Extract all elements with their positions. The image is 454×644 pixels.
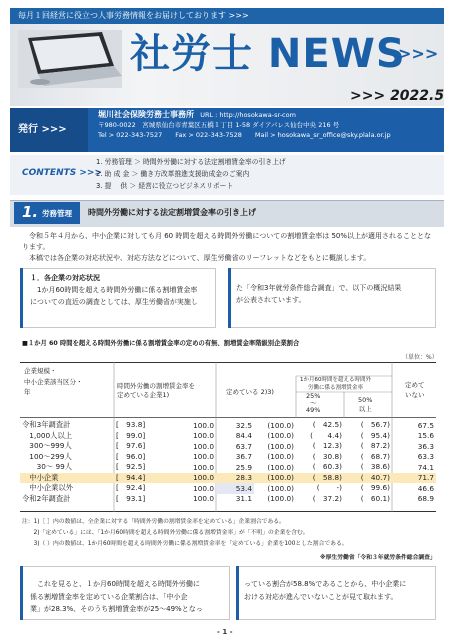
table-row xyxy=(20,494,436,505)
cell: [ 93.8] xyxy=(116,420,146,430)
header-line: 労働に係る割増賃金率 xyxy=(307,384,363,391)
cell: 1,000人以上 xyxy=(22,430,73,440)
cell: [ 92.4] xyxy=(116,483,146,493)
table-header-defined xyxy=(117,382,195,399)
section-number-badge xyxy=(14,202,80,224)
column-line: が公表されています。 xyxy=(236,296,306,304)
column-line: 係る割増賃金率を定めている企業割合は、「中小企 xyxy=(30,592,188,601)
column-accent xyxy=(20,566,23,620)
cell: ( 58.8) xyxy=(296,473,344,484)
cell: ( 37.2) xyxy=(312,493,342,503)
cell: [ 92.5] xyxy=(116,462,146,472)
newsletter-logo: 社労士 NEWS xyxy=(130,31,406,77)
publisher-label: 発行 >>> xyxy=(10,108,88,152)
cell: ( 40.7) xyxy=(344,473,392,484)
publisher-url[interactable]: URL : http://hosokawa-sr-com xyxy=(200,111,296,119)
cell: 63.7 xyxy=(235,441,252,451)
table-title: ■１か月 60 時間を超える時間外労働に係る割増賃金率の定めの有無、割増賃金率階級別企業割合 xyxy=(22,340,300,347)
cell: 100.0 xyxy=(193,420,214,430)
header-line: 年 xyxy=(24,388,31,396)
column-line: 業」が28.3%、そのうち割増賃金率が25～49%となっ xyxy=(30,605,203,613)
subsection-heading: １．各企業の対応状況 xyxy=(30,274,100,282)
cell: 74.1 xyxy=(417,462,434,472)
cell: ( 60.1) xyxy=(360,493,390,503)
cell: 36.3 xyxy=(417,441,434,451)
cell: [ 97.6] xyxy=(116,441,146,451)
cell: (100.0) xyxy=(267,420,294,430)
column-line: 1か月60時間を超える時間外労働に係る割増賃金率 xyxy=(37,286,198,294)
cell: (100.0) xyxy=(267,431,294,441)
cell: (100.0) xyxy=(267,494,294,504)
header-line: いない xyxy=(405,391,425,399)
section-title: 時間外労働に対する法定割増賃金率の引き上げ xyxy=(88,208,256,217)
header-line: 49% xyxy=(306,406,321,414)
table-header-none xyxy=(405,380,425,400)
column-line: についての直近の調査としては、厚生労働省が実施し xyxy=(30,298,198,306)
cell: 100～299人 xyxy=(22,451,72,461)
table-row xyxy=(20,462,436,473)
header-line: 定めて xyxy=(405,381,425,389)
table-row-highlighted xyxy=(20,473,436,484)
cell: 100.0 xyxy=(193,431,214,441)
column-accent xyxy=(20,268,23,328)
publisher-org: 堀川社会保険労務士事務所 xyxy=(98,110,194,119)
contents-item[interactable]: 2. 助 成 金 ＞ 働き方改革推進支援助成金のご案内 xyxy=(96,170,250,178)
cell: 32.5 xyxy=(235,420,252,430)
cell: ( 87.2) xyxy=(360,441,390,451)
contents-label: CONTENTS >>> xyxy=(22,168,102,178)
column-accent xyxy=(236,566,239,620)
logo-arrows: >>> xyxy=(398,44,439,63)
cell: 71.7 xyxy=(392,473,436,484)
contents-item[interactable]: 1. 労務管理 ＞ 時間外労働に対する法定割増賃金率の引き上げ xyxy=(96,158,286,166)
cell: (100.0) xyxy=(267,452,294,462)
cell: 100.0 xyxy=(166,473,216,484)
column-line: っている割合が58.8%であることから、中小企業に xyxy=(244,580,407,588)
cell: ( 42.5) xyxy=(312,420,342,430)
note-line: 2)「定めている」には、「1か月60時間を超える時間外労働に係る割増賃金率」が「不明」の企業を含む。 xyxy=(22,530,309,536)
cell: 28.3 xyxy=(216,473,254,484)
cell: ( 38.6) xyxy=(360,462,390,472)
cell: ( 12.3) xyxy=(312,441,342,451)
header-line: ～ xyxy=(309,399,317,407)
cell: 100.0 xyxy=(193,494,214,504)
cell: (100.0) xyxy=(267,462,294,472)
header-line: 中小企業該当区分・ xyxy=(24,377,83,386)
header-line: 企業規模・ xyxy=(24,367,57,375)
cell: ( 99.6) xyxy=(360,483,390,493)
table-row xyxy=(20,431,436,442)
table-row xyxy=(20,483,436,494)
cell: 15.6 xyxy=(417,431,434,441)
cell: 68.9 xyxy=(417,494,434,504)
cell: 67.5 xyxy=(417,420,434,430)
column-accent xyxy=(228,268,231,328)
cell: (100.0) xyxy=(267,483,294,493)
publisher-contact: Tel > 022-343-7527 Fax > 022-343-7528 Mail > hosokawa_sr_office@sky.plala.or.jp xyxy=(98,131,391,139)
header-line: 定めている企業1) xyxy=(117,390,170,399)
header-line: 1か月60時間を超える時間外 xyxy=(300,377,371,383)
cell: ( 56.7) xyxy=(360,420,390,430)
table-unit: （単位：%） xyxy=(402,354,438,361)
publisher-address: 〒980-0022 宮城県仙台市青葉区五橋１丁目 1-58 ダイアパレス仙台中央 216 号 xyxy=(98,121,340,129)
cell: ( 60.3) xyxy=(312,462,342,472)
table-header-has-rate: 定めている 2)3) xyxy=(226,388,274,396)
table-row xyxy=(20,452,436,463)
header-line: 25% xyxy=(306,392,321,400)
column-line: これを見ると、１か月60時間を超える時間外労働に xyxy=(37,580,200,588)
column-text xyxy=(244,578,432,603)
cell: ( 30.8) xyxy=(312,451,342,461)
cell: 30～ 99人 xyxy=(22,462,73,472)
page-number: - 1 - xyxy=(217,628,233,636)
column-text xyxy=(30,284,214,308)
cell: 令和2年調査計 xyxy=(22,493,71,503)
cell: (100.0) xyxy=(254,473,296,484)
table-header-25-49 xyxy=(306,393,320,414)
publisher-info xyxy=(98,110,391,140)
column-line: た「令和3年就労条件総合調査」で、以下の概況結果 xyxy=(236,284,402,292)
cell: 84.4 xyxy=(235,431,252,441)
column-line: おける対応が進んでいないことが見て取れます。 xyxy=(244,592,398,601)
cell: 36.7 xyxy=(235,452,252,462)
header-line: 50% xyxy=(358,396,373,404)
column-text xyxy=(236,282,432,306)
cell: 31.1 xyxy=(235,494,252,504)
cell: 令和3年調査計 xyxy=(22,420,71,430)
note-line: 注：1)［ ］内の数値は、全企業に対する「時間外労働の割増賃金率を定めている」企業割合である。 xyxy=(22,519,285,525)
cell: 100.0 xyxy=(193,462,214,472)
table-notes xyxy=(22,517,438,550)
cell: 100.0 xyxy=(193,483,214,493)
table-header-50plus xyxy=(358,396,372,414)
cell: 中小企業以外 xyxy=(22,483,74,493)
column-text xyxy=(30,578,226,616)
data-table xyxy=(20,420,436,504)
cell: [ 94.4] xyxy=(114,473,166,484)
header-line: 以上 xyxy=(358,405,372,413)
section-tag: 労務管理 xyxy=(42,209,72,218)
cell: 100.0 xyxy=(193,441,214,451)
section-number: 1. xyxy=(22,203,39,221)
cell: ( 4.4) xyxy=(310,430,342,440)
cell: [ 96.0] xyxy=(116,451,146,461)
cell: 63.3 xyxy=(417,452,434,462)
table-header-size xyxy=(24,366,83,398)
cell: ( 68.7) xyxy=(360,451,390,461)
table-row xyxy=(20,420,436,431)
cell: [ 99.0] xyxy=(116,430,146,440)
issue-date: >>> 2022.5 xyxy=(350,88,445,104)
cell: 300～999人 xyxy=(22,441,72,451)
cell: (100.0) xyxy=(267,441,294,451)
intro-paragraph: 令和５年４月から、中小企業に対しても月 60 時間を超える時間外労働についての割増賃金率は 50%以上が適用されることとなります。 xyxy=(22,232,431,251)
cell: 53.4 xyxy=(216,483,254,494)
cell: ( 95.4) xyxy=(360,430,390,440)
cell: 100.0 xyxy=(193,452,214,462)
contents-item[interactable]: 3. 提 供 ＞ 経営に役立つビジネスリポート xyxy=(96,182,234,190)
intro-paragraph-2: 本稿では各企業の対応状況や、対応方法などについて、厚生労働省のリーフレットなどをもとに概説します。 xyxy=(29,254,371,262)
table-row xyxy=(20,441,436,452)
cell: 中小企業 xyxy=(20,473,114,484)
tagline-banner: 毎月１回経営に役立つ人事労務情報をお届けしております >>> xyxy=(10,8,444,24)
note-line: 3)（ ）内の数値は、1か月60時間を超える時間外労働に係る割増賃金率を「定めている」企業を100とした割合である。 xyxy=(22,541,348,547)
cell: [ 93.1] xyxy=(116,493,146,503)
laptop-photo xyxy=(18,30,122,88)
contents-list xyxy=(96,156,286,192)
cell: 46.6 xyxy=(417,483,434,493)
table-source: ※厚生労働省「令和３年就労条件総合調査」 xyxy=(320,555,436,561)
table-header-60h xyxy=(300,377,371,392)
cell: ( -) xyxy=(316,483,342,493)
cell: 25.9 xyxy=(235,462,252,472)
header-line: 時間外労働の割増賃金率を xyxy=(117,382,195,390)
